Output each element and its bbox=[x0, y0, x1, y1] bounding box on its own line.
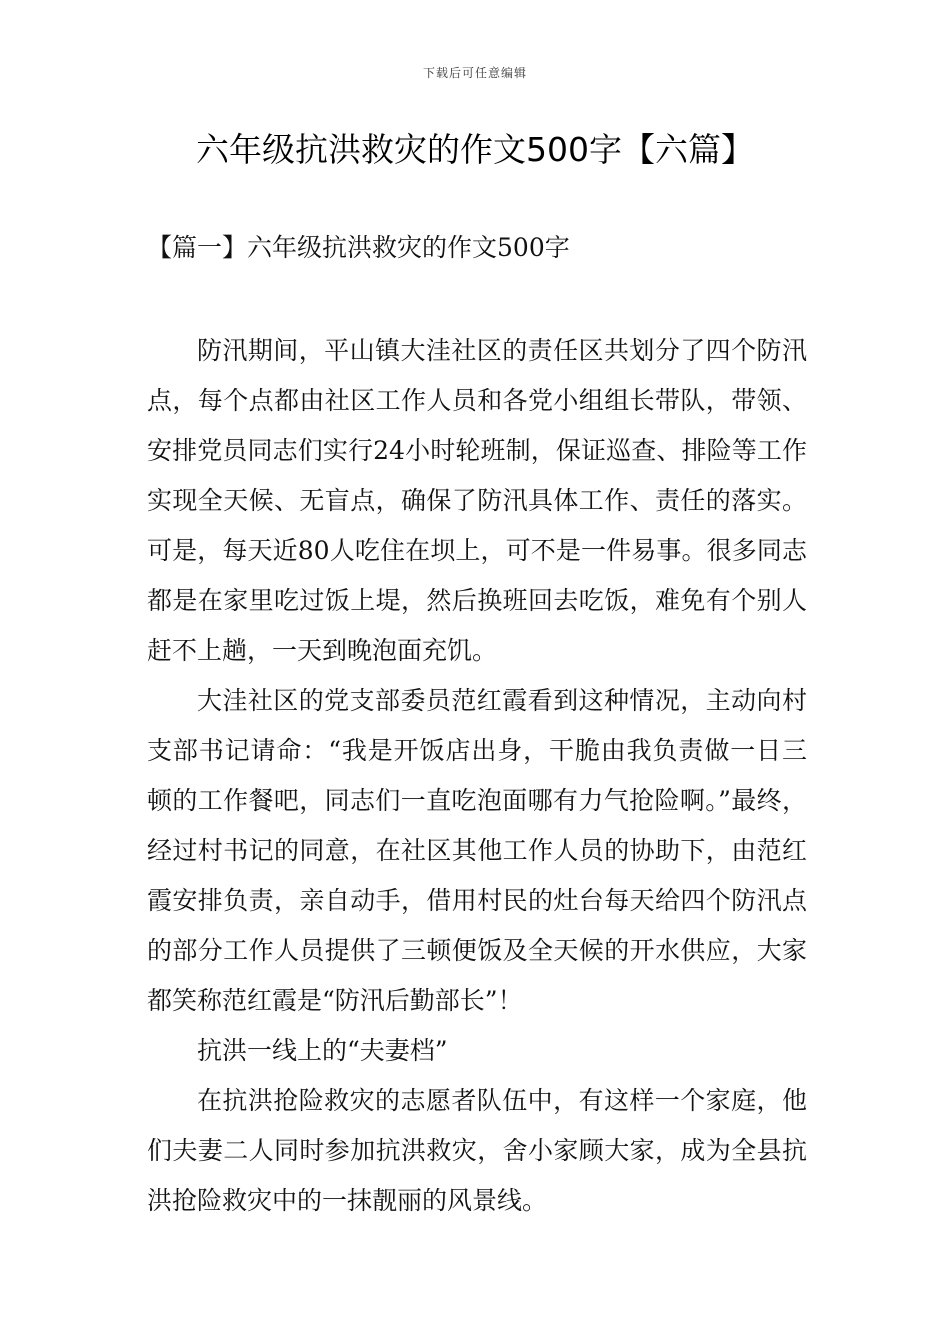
paragraph-2: 大洼社区的党支部委员范红霞看到这种情况，主动向村支部书记请命：“我是开饭店出身，干脆由我负责做一日三顿的工作餐吧，同志们一直吃泡面哪有力气抢险啊。”最终，经过村书记的同意，在社区其他工作人员的协助下，由范红霞安排负责，亲自动手，借用村民的灶台每天给四个防汛点的部分工作人员提供了三顿便饭及全天候的开水供应，大家都笑称范红霞是“防汛后勤部长”！ bbox=[147, 686, 807, 1015]
document-body bbox=[147, 326, 807, 1226]
paragraph-4: 在抗洪抢险救灾的志愿者队伍中，有这样一个家庭，他们夫妻二人同时参加抗洪救灾，舍小家顾大家，成为全县抗洪抢险救灾中的一抹靓丽的风景线。 bbox=[147, 1086, 807, 1215]
paragraph-1: 防汛期间，平山镇大洼社区的责任区共划分了四个防汛点，每个点都由社区工作人员和各党小组组长带队，带领、安排党员同志们实行24小时轮班制，保证巡查、排险等工作实现全天候、无盲点，确保了防汛具体工作、责任的落实。可是，每天近80人吃住在坝上，可不是一件易事。很多同志都是在家里吃过饭上堤，然后换班回去吃饭，难免有个别人赶不上趟，一天到晚泡面充饥。 bbox=[147, 336, 807, 665]
section-heading: 【篇一】六年级抗洪救灾的作文500字 bbox=[147, 233, 570, 262]
paragraph-subheading: 抗洪一线上的“夫妻档” bbox=[197, 1036, 448, 1065]
document-title: 六年级抗洪救灾的作文500字【六篇】 bbox=[196, 130, 754, 169]
header-note: 下载后可任意编辑 bbox=[422, 66, 527, 80]
